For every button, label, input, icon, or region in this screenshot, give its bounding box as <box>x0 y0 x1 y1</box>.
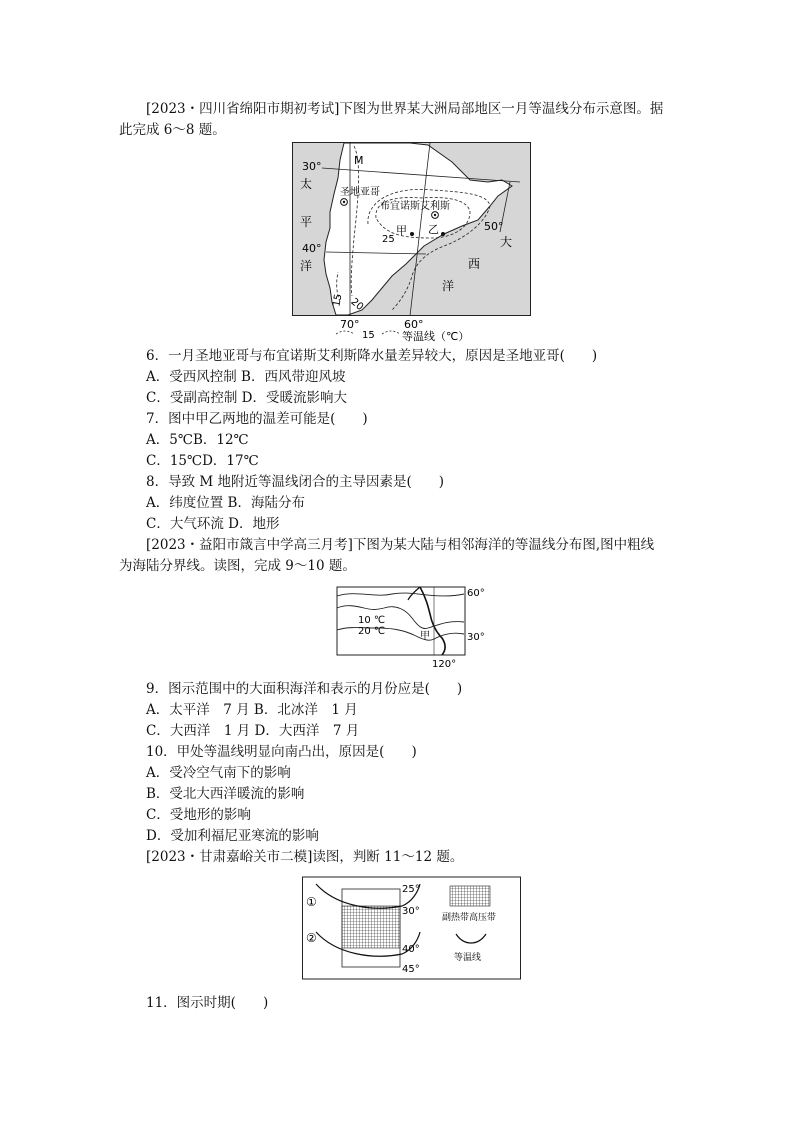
section1-intro-line2: 此完成 6～8 题。 <box>119 122 226 138</box>
q10-option-a: A．受冷空气南下的影响 <box>146 765 291 781</box>
pacific-char-1: 太 <box>300 177 313 191</box>
atlantic-char-3: 洋 <box>442 279 455 293</box>
q6-options-ab: A．受西风控制 B．西风带迎风坡 <box>146 369 346 385</box>
legend-value: 15 <box>362 330 375 341</box>
mark-2: ② <box>306 931 317 945</box>
pacific-char-2: 平 <box>300 215 313 229</box>
lat-50-label: 50° <box>484 220 504 233</box>
isotherm-15-label: 15 <box>331 293 345 308</box>
section1-intro-line1: [2023・四川省绵阳市期初考试]下图为世界某大洲局部地区一月等温线分布示意图。据 <box>146 101 664 117</box>
atlantic-char-2: 西 <box>468 257 481 271</box>
isotherm-20-label: 20 ℃ <box>358 626 386 637</box>
lat-60-label: 60° <box>467 588 485 599</box>
pacific-char-3: 洋 <box>300 259 313 273</box>
south-america-isotherm-map <box>292 142 532 342</box>
point-m-label: M <box>354 154 364 167</box>
lon-70-label: 70° <box>340 318 360 331</box>
lat-30-label: 30° <box>402 906 420 917</box>
section3-intro: [2023・甘肃嘉峪关市二模]读图，判断 11～12 题。 <box>146 849 464 865</box>
lat-45-label: 45° <box>402 964 420 975</box>
isotherm-10-label: 10 ℃ <box>358 615 386 626</box>
lat-25-label: 25° <box>402 884 420 895</box>
q10-option-c: C．受地形的影响 <box>146 807 251 823</box>
lat-30-label: 30° <box>467 632 485 643</box>
section2-intro-line2: 为海陆分界线。读图，完成 9～10 题。 <box>119 558 356 574</box>
lat-30-label: 30° <box>302 160 322 173</box>
point-jia-label: 甲 <box>420 631 430 642</box>
high-pressure-band <box>342 906 400 948</box>
legend-iso-label: 等温线 <box>454 953 482 963</box>
q7-stem: 7．图中甲乙两地的温差可能是( ) <box>146 411 368 427</box>
legend-label: 等温线（℃） <box>402 330 470 342</box>
lat-40-label: 40° <box>402 944 420 955</box>
mark-1: ① <box>306 895 317 909</box>
q8-options-ab: A．纬度位置 B．海陆分布 <box>146 495 305 511</box>
atlantic-char-1: 大 <box>500 235 513 249</box>
continent-isotherm-map <box>336 584 492 670</box>
isotherm-20-label: 20 <box>348 296 366 313</box>
yi-label: 乙 <box>428 223 439 236</box>
q11-stem: 11．图示时期( ) <box>146 995 269 1011</box>
q8-stem: 8．导致 M 地附近等温线闭合的主导因素是( ) <box>146 474 445 490</box>
q8-options-cd: C．大气环流 D．地形 <box>146 516 280 532</box>
santiago-label: 圣地亚哥 <box>340 187 380 198</box>
jia-dot <box>410 232 414 236</box>
lat-40-label: 40° <box>302 242 322 255</box>
subtropical-high-diagram <box>302 876 522 980</box>
q10-option-b: B．受北大西洋暖流的影响 <box>146 786 305 802</box>
jia-label: 甲 <box>396 224 407 237</box>
lon-60-label: 60° <box>404 318 424 331</box>
q9-options-cd: C．大西洋 1 月 D．大西洋 7 月 <box>146 723 360 739</box>
isotherm-25-label: 25 <box>382 234 395 245</box>
q10-option-d: D．受加利福尼亚寒流的影响 <box>146 828 319 844</box>
map-frame <box>337 587 465 655</box>
legend-high-swatch <box>450 886 490 906</box>
q10-stem: 10．甲处等温线明显向南凸出，原因是( ) <box>146 744 417 760</box>
q6-options-cd: C．受副高控制 D．受暖流影响大 <box>146 390 347 406</box>
q9-stem: 9．图示范围中的大面积海洋和表示的月份应是( ) <box>146 681 463 697</box>
buenos-aires-label: 布宜诺斯艾利斯 <box>380 201 450 212</box>
lon-120-label: 120° <box>432 659 457 670</box>
q7-options-cd: C．15℃D．17℃ <box>146 453 259 469</box>
q7-options-ab: A．5℃B．12℃ <box>146 432 249 448</box>
q6-stem: 6．一月圣地亚哥与布宜诺斯艾利斯降水量差异较大，原因是圣地亚哥( ) <box>146 348 598 364</box>
section2-intro-line1: [2023・益阳市箴言中学高三月考]下图为某大陆与相邻海洋的等温线分布图,图中粗线 <box>146 537 655 553</box>
legend-high-label: 副热带高压带 <box>442 913 497 923</box>
legend-isotherm-sample <box>336 331 354 334</box>
yi-dot <box>441 232 445 236</box>
q9-options-ab: A．太平洋 7 月 B．北冰洋 1 月 <box>146 702 358 718</box>
